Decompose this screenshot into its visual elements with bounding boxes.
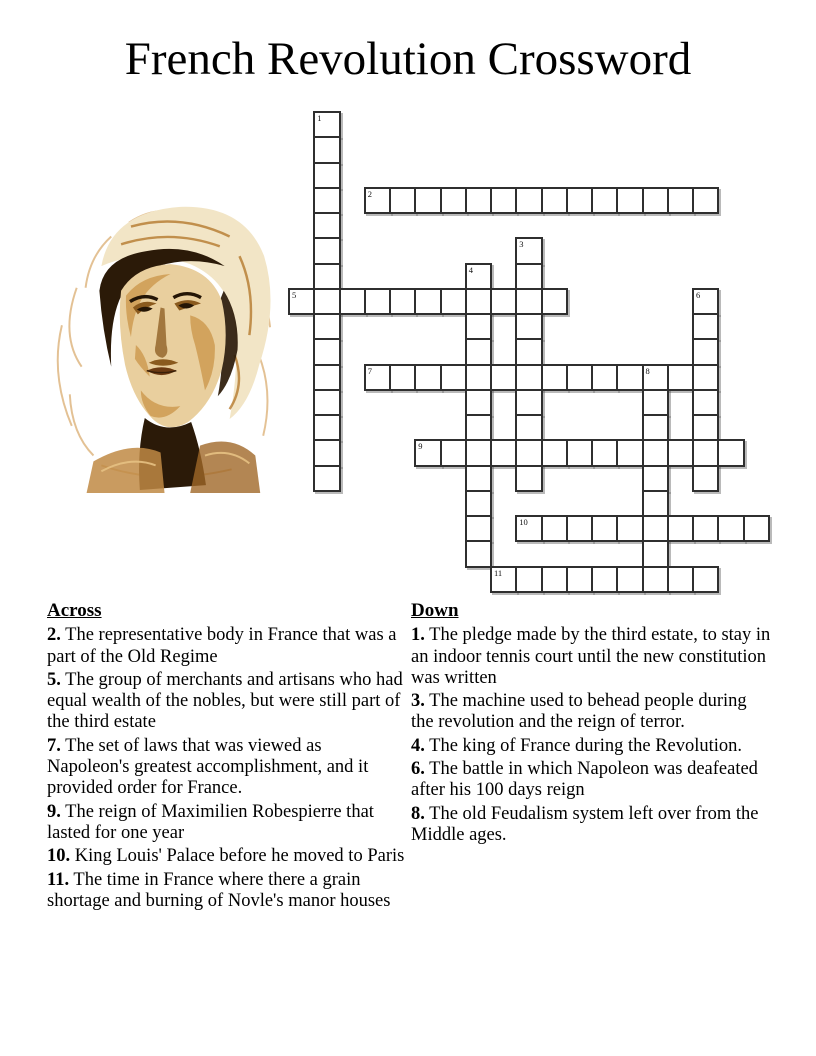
clue-number: 10. <box>47 846 71 867</box>
grid-cell[interactable] <box>465 313 492 340</box>
grid-cell[interactable] <box>591 515 618 542</box>
grid-cell[interactable] <box>313 263 340 290</box>
clue-item <box>411 736 773 757</box>
grid-cell[interactable] <box>515 439 542 466</box>
grid-cell[interactable] <box>692 288 719 315</box>
grid-cell[interactable] <box>642 364 669 391</box>
cell-number: 5 <box>292 289 297 300</box>
grid-cell[interactable] <box>414 187 441 214</box>
grid-cell[interactable] <box>692 313 719 340</box>
grid-cell[interactable] <box>515 515 542 542</box>
grid-cell[interactable] <box>389 364 416 391</box>
grid-cell[interactable] <box>465 414 492 441</box>
grid-cell[interactable] <box>642 439 669 466</box>
grid-cell[interactable] <box>667 364 694 391</box>
clue-number: 4. <box>411 735 425 756</box>
cell-number: 2 <box>367 188 372 199</box>
grid-cell[interactable] <box>642 187 669 214</box>
grid-cell[interactable] <box>566 364 593 391</box>
grid-cell[interactable] <box>490 288 517 315</box>
clue-item <box>47 846 405 867</box>
grid-cell[interactable] <box>465 338 492 365</box>
grid-cell[interactable] <box>692 515 719 542</box>
grid-cell[interactable] <box>313 338 340 365</box>
grid-cell[interactable] <box>616 566 643 593</box>
grid-cell[interactable] <box>313 212 340 239</box>
grid-cell[interactable] <box>313 111 340 138</box>
grid-cell[interactable] <box>313 187 340 214</box>
grid-cell[interactable] <box>490 566 517 593</box>
grid-cell[interactable] <box>541 288 568 315</box>
across-heading: Across <box>47 600 102 621</box>
grid-cell[interactable] <box>414 439 441 466</box>
grid-cell[interactable] <box>313 439 340 466</box>
clue-number: 7. <box>47 735 61 756</box>
clue-item <box>47 670 405 734</box>
down-clues-section <box>411 600 773 848</box>
grid-cell[interactable] <box>692 389 719 416</box>
grid-cell[interactable] <box>616 439 643 466</box>
grid-cell[interactable] <box>515 187 542 214</box>
crossword-grid <box>288 111 772 595</box>
grid-cell[interactable] <box>465 364 492 391</box>
right-shoulder-shape <box>190 441 260 493</box>
grid-cell[interactable] <box>288 288 315 315</box>
clue-number: 6. <box>411 759 425 780</box>
grid-cell[interactable] <box>667 439 694 466</box>
grid-cell[interactable] <box>414 288 441 315</box>
clue-number: 3. <box>411 691 425 712</box>
grid-cell[interactable] <box>313 465 340 492</box>
grid-cell[interactable] <box>389 187 416 214</box>
page-title: French Revolution Crossword <box>124 33 692 85</box>
grid-cell[interactable] <box>313 237 340 264</box>
grid-cell[interactable] <box>515 237 542 264</box>
grid-cell[interactable] <box>591 187 618 214</box>
clue-item <box>411 625 773 689</box>
grid-cell[interactable] <box>541 364 568 391</box>
grid-cell[interactable] <box>313 414 340 441</box>
grid-cell[interactable] <box>692 338 719 365</box>
grid-cell[interactable] <box>566 439 593 466</box>
grid-cell[interactable] <box>616 515 643 542</box>
clue-text: The old Feudalism system left over from the Middle ages. <box>411 803 759 845</box>
grid-cell[interactable] <box>616 364 643 391</box>
clue-text: The representative body in France that was a part of the Old Regime <box>47 625 397 667</box>
grid-cell[interactable] <box>642 389 669 416</box>
cell-number: 3 <box>519 239 524 250</box>
clue-item <box>47 870 405 913</box>
grid-cell[interactable] <box>490 439 517 466</box>
grid-cell[interactable] <box>465 187 492 214</box>
clue-text: The king of France during the Revolution. <box>424 735 743 756</box>
clue-text: The group of merchants and artisans who had equal wealth of the nobles, but were still part of the third estate <box>47 669 403 733</box>
grid-cell[interactable] <box>642 566 669 593</box>
cell-number: 7 <box>367 365 372 376</box>
grid-cell[interactable] <box>692 465 719 492</box>
grid-cell[interactable] <box>389 288 416 315</box>
grid-cell[interactable] <box>616 187 643 214</box>
grid-cell[interactable] <box>515 389 542 416</box>
grid-cell[interactable] <box>313 136 340 163</box>
clue-item <box>411 804 773 847</box>
grid-cell[interactable] <box>667 187 694 214</box>
grid-cell[interactable] <box>717 515 744 542</box>
clue-item <box>47 625 405 668</box>
grid-cell[interactable] <box>465 465 492 492</box>
down-clue-list <box>411 625 773 846</box>
across-clue-list <box>47 625 405 912</box>
clue-text: The time in France where there a grain shortage and burning of Novle's manor houses <box>47 869 391 911</box>
grid-cell[interactable] <box>313 364 340 391</box>
grid-cell[interactable] <box>465 263 492 290</box>
clue-text: King Louis' Palace before he moved to Paris <box>70 846 405 867</box>
grid-cell[interactable] <box>667 566 694 593</box>
across-clues-section <box>47 600 405 914</box>
grid-cell[interactable] <box>642 490 669 517</box>
cell-number: 4 <box>468 264 473 275</box>
grid-cell[interactable] <box>515 414 542 441</box>
grid-cell[interactable] <box>313 313 340 340</box>
grid-cell[interactable] <box>566 187 593 214</box>
grid-cell[interactable] <box>364 364 391 391</box>
grid-cell[interactable] <box>591 439 618 466</box>
grid-cell[interactable] <box>364 288 391 315</box>
clue-text: The battle in which Napoleon was deafeated after his 100 days reign <box>411 759 758 801</box>
grid-cell[interactable] <box>692 414 719 441</box>
cell-number: 6 <box>696 289 701 300</box>
grid-cell[interactable] <box>465 540 492 567</box>
clue-item <box>411 759 773 802</box>
clue-number: 5. <box>47 669 61 690</box>
grid-cell[interactable] <box>364 187 391 214</box>
clue-text: The reign of Maximilien Robespierre that lasted for one year <box>47 801 374 843</box>
grid-cell[interactable] <box>515 263 542 290</box>
grid-cell[interactable] <box>440 187 467 214</box>
grid-cell[interactable] <box>465 490 492 517</box>
grid-cell[interactable] <box>440 288 467 315</box>
clue-item <box>47 736 405 800</box>
grid-cell[interactable] <box>692 566 719 593</box>
grid-cell[interactable] <box>465 515 492 542</box>
grid-cell[interactable] <box>515 364 542 391</box>
clue-number: 2. <box>47 625 61 646</box>
grid-cell[interactable] <box>642 414 669 441</box>
grid-cell[interactable] <box>313 288 340 315</box>
grid-cell[interactable] <box>490 187 517 214</box>
grid-cell[interactable] <box>515 338 542 365</box>
cell-number: 1 <box>317 113 322 123</box>
grid-cell[interactable] <box>339 288 366 315</box>
grid-cell[interactable] <box>440 364 467 391</box>
grid-cell[interactable] <box>591 566 618 593</box>
grid-cell[interactable] <box>465 439 492 466</box>
grid-cell[interactable] <box>414 364 441 391</box>
clue-number: 9. <box>47 801 61 822</box>
down-heading: Down <box>411 600 459 621</box>
cell-number: 8 <box>645 365 650 376</box>
grid-cell[interactable] <box>692 439 719 466</box>
grid-cell[interactable] <box>515 313 542 340</box>
clue-text: The pledge made by the third estate, to stay in an indoor tennis court until the new constitution was written <box>411 625 771 688</box>
grid-cell[interactable] <box>541 187 568 214</box>
grid-cell[interactable] <box>667 515 694 542</box>
grid-cell[interactable] <box>490 364 517 391</box>
grid-cell[interactable] <box>692 364 719 391</box>
grid-cell[interactable] <box>717 439 744 466</box>
grid-cell[interactable] <box>541 439 568 466</box>
grid-cell[interactable] <box>465 389 492 416</box>
clue-item <box>411 691 773 734</box>
grid-cell[interactable] <box>566 515 593 542</box>
grid-cell[interactable] <box>440 439 467 466</box>
grid-cell[interactable] <box>465 288 492 315</box>
grid-cell[interactable] <box>541 566 568 593</box>
grid-cell[interactable] <box>692 187 719 214</box>
grid-cell[interactable] <box>642 540 669 567</box>
cell-number: 9 <box>418 441 423 452</box>
grid-cell[interactable] <box>566 566 593 593</box>
grid-cell[interactable] <box>743 515 770 542</box>
clue-text: The machine used to behead people during the revolution and the reign of terror. <box>411 691 747 733</box>
clue-number: 8. <box>411 803 425 824</box>
cell-number: 10 <box>519 517 528 527</box>
grid-cell[interactable] <box>541 515 568 542</box>
grid-cell[interactable] <box>642 515 669 542</box>
clue-item <box>47 802 405 845</box>
left-shoulder-shape <box>87 448 165 493</box>
grid-cell[interactable] <box>515 288 542 315</box>
clue-number: 1. <box>411 625 425 646</box>
grid-cell[interactable] <box>313 389 340 416</box>
clue-number: 11. <box>47 869 70 890</box>
grid-cell[interactable] <box>642 465 669 492</box>
clue-text: The set of laws that was viewed as Napoleon's greatest accomplishment, and it provided order for France. <box>47 735 369 799</box>
grid-cell[interactable] <box>591 364 618 391</box>
portrait-image <box>42 197 289 493</box>
cell-number: 11 <box>494 567 503 578</box>
grid-cell[interactable] <box>313 162 340 189</box>
grid-cell[interactable] <box>515 465 542 492</box>
grid-cell[interactable] <box>515 566 542 593</box>
